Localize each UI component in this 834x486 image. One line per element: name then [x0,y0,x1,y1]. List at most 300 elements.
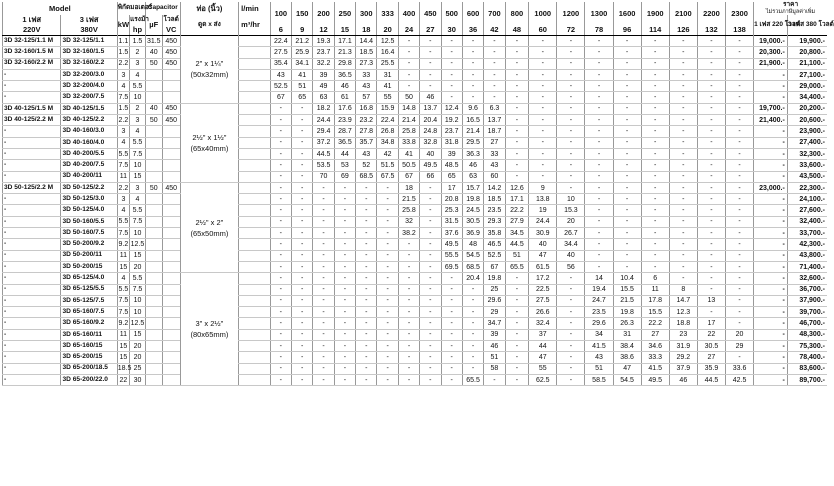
head-value: - [669,261,697,272]
kw-cell: 22 [117,374,129,385]
vc-cell [162,137,180,148]
table-row [3,160,828,171]
head-value: 16.5 [462,115,483,126]
head-value: - [334,363,355,374]
table-row [3,137,828,148]
model-3phase: 3D 65-125/4.0 [61,273,117,284]
head-value: - [669,126,697,137]
head-value: - [398,363,419,374]
head-value: - [557,352,585,363]
head-value: 41.5 [585,341,613,352]
head-value: - [641,58,669,69]
head-value: 67.5 [377,171,398,182]
head-value: 67 [270,92,291,103]
head-value: - [356,284,377,295]
flow-m3hr-header: 60 [529,25,557,36]
head-value: - [462,81,483,92]
price-1phase: - [754,284,788,295]
head-value: - [613,239,641,250]
head-value: 44.5 [313,148,334,159]
head-value: 41 [398,148,419,159]
head-value: - [585,160,613,171]
head-value: 15.9 [377,103,398,114]
table-row [3,307,828,318]
head-value: - [420,81,441,92]
head-value: - [270,363,291,374]
head-value: - [725,148,753,159]
head-value: - [585,228,613,239]
price-3phase: 32,400.- [787,216,827,227]
head-value: - [270,329,291,340]
head-value: - [505,160,529,171]
head-value: 24.7 [585,295,613,306]
head-value: 23.2 [356,115,377,126]
head-value: - [529,103,557,114]
head-value: 41.5 [641,363,669,374]
model-3phase: 3D 32-160/2.2 [61,58,117,69]
head-value: - [377,228,398,239]
head-value: - [377,352,398,363]
head-value: - [398,318,419,329]
head-value: 21.4 [462,126,483,137]
head-value: - [669,273,697,284]
price-3phase: 48,300.- [787,329,827,340]
head-value: - [270,205,291,216]
head-value: - [725,171,753,182]
head-value: - [313,341,334,352]
pipe-size-cell [180,36,238,104]
head-value: - [725,47,753,58]
hp-cell: 15 [130,329,146,340]
head-value: - [557,307,585,318]
model-1phase: 3D 32-160/1.5 M [3,47,61,58]
head-value: 51 [484,352,505,363]
table-row [3,295,828,306]
spacer-cell [239,261,270,272]
model-1phase: - [3,295,61,306]
head-value: - [420,205,441,216]
head-value: 35.9 [697,363,725,374]
head-value: - [641,47,669,58]
model-1phase: - [3,160,61,171]
head-value: 51 [585,363,613,374]
head-value: - [356,295,377,306]
flow-lmin-header: 400 [398,2,419,25]
head-value: 67 [398,171,419,182]
head-value: 43 [356,81,377,92]
head-value: 21.4 [398,115,419,126]
uf-cell [145,374,162,385]
head-value: - [557,58,585,69]
flow-m3hr-header: 42 [484,25,505,36]
head-value: 39 [313,69,334,80]
head-value: 29.4 [313,126,334,137]
spec-body [3,36,828,386]
head-value: - [529,47,557,58]
price-3phase: 89,700.- [787,374,827,385]
head-value: 19.8 [484,273,505,284]
hp-cell: 3 [130,115,146,126]
head-value: - [505,341,529,352]
head-value: 54.5 [613,374,641,385]
head-value: - [725,160,753,171]
model-1phase: 3D 50-125/2.2 M [3,182,61,193]
uf-cell [145,284,162,295]
head-value: - [313,307,334,318]
head-value: 23.5 [484,205,505,216]
head-value: - [313,216,334,227]
head-value: - [697,171,725,182]
head-value: - [313,261,334,272]
price-1phase: - [754,363,788,374]
head-value: - [557,341,585,352]
table-row [3,115,828,126]
vc-cell: 450 [162,36,180,47]
head-value: 34.5 [505,228,529,239]
head-value: - [725,228,753,239]
head-value: - [334,307,355,318]
flow-lmin-header: 2100 [669,2,697,25]
head-value: - [441,363,462,374]
flow-lmin-header: 2300 [725,2,753,25]
price-1phase: - [754,307,788,318]
head-value: - [613,47,641,58]
head-value: 9.6 [462,103,483,114]
price-1phase: - [754,261,788,272]
head-value: 32.2 [313,58,334,69]
kw-cell: 5.5 [117,284,129,295]
flow-lmin-header: 1600 [613,2,641,25]
kw-cell: 4 [117,137,129,148]
head-value: - [613,103,641,114]
head-value: - [292,295,313,306]
model-3phase: 3D 50-200/15 [61,261,117,272]
head-value: - [669,239,697,250]
head-value: 32 [398,216,419,227]
flow-m3hr-header: 36 [462,25,483,36]
head-value: - [462,295,483,306]
uf-cell [145,307,162,318]
head-value: - [420,182,441,193]
head-value: - [585,103,613,114]
spacer-cell [239,47,270,58]
head-value: 14.8 [398,103,419,114]
head-value: - [505,363,529,374]
head-value: 65 [441,171,462,182]
head-value: - [557,295,585,306]
price-1phase: - [754,205,788,216]
head-value: - [377,205,398,216]
head-value: 25.5 [377,58,398,69]
vc-cell [162,261,180,272]
head-value: 18.7 [484,126,505,137]
head-value: - [585,81,613,92]
table-row [3,69,828,80]
spacer-cell [239,239,270,250]
uf-cell [145,171,162,182]
head-value: - [420,318,441,329]
spacer-cell [239,182,270,193]
head-value: - [613,261,641,272]
head-value: 34.1 [292,58,313,69]
price-3phase: 32,300.- [787,148,827,159]
head-value: - [505,273,529,284]
head-value: - [356,216,377,227]
vc-cell [162,329,180,340]
head-value: - [356,228,377,239]
head-value: - [292,205,313,216]
kw-cell: 18.5 [117,363,129,374]
head-value: 55 [529,363,557,374]
head-value: - [334,295,355,306]
head-value: - [505,81,529,92]
price-1phase: 20,300.- [754,47,788,58]
head-value: - [334,228,355,239]
model-3phase: 3D 65-200/18.5 [61,363,117,374]
head-value: 65.5 [462,374,483,385]
spacer-cell [239,329,270,340]
vc-cell [162,216,180,227]
model-3phase: 3D 65-125/7.5 [61,295,117,306]
head-value: 17.1 [334,36,355,47]
head-value: - [398,250,419,261]
head-value: - [420,36,441,47]
head-value: 68.5 [462,261,483,272]
model-3phase: 3D 32-200/4.0 [61,81,117,92]
head-value: 39 [441,148,462,159]
price-1phase: 21,900.- [754,58,788,69]
spacer-cell [239,205,270,216]
price-3phase: 78,400.- [787,352,827,363]
head-value: - [585,58,613,69]
hp-cell: 10 [130,295,146,306]
head-value: - [697,273,725,284]
price-1phase: - [754,341,788,352]
head-value: 58 [484,363,505,374]
head-value: - [505,284,529,295]
head-value: - [585,69,613,80]
vc-cell [162,307,180,318]
head-value: 50 [398,92,419,103]
head-value: 68.5 [356,171,377,182]
head-value: - [420,228,441,239]
table-row [3,205,828,216]
head-value: 21.5 [613,295,641,306]
head-value: 32.4 [529,318,557,329]
head-value: 35.8 [484,228,505,239]
head-value: - [641,148,669,159]
vc-cell [162,239,180,250]
price-1phase: - [754,295,788,306]
head-value: - [505,171,529,182]
vc-cell [162,126,180,137]
head-value: 23.7 [441,126,462,137]
head-value: - [669,92,697,103]
head-value: - [313,228,334,239]
spacer-cell [239,103,270,114]
model-3phase: 3D 40-200/11 [61,171,117,182]
head-value: - [292,307,313,318]
head-value: - [669,36,697,47]
model-3phase: 3D 50-125/4.0 [61,205,117,216]
head-value: - [641,69,669,80]
head-value: - [613,228,641,239]
head-value: - [697,182,725,193]
model-3phase: 3D 65-200/15 [61,352,117,363]
head-value: 55 [377,92,398,103]
head-value: 20 [557,216,585,227]
head-value: - [334,216,355,227]
hp-cell: 4 [130,69,146,80]
head-value: 44.5 [697,374,725,385]
table-row [3,148,828,159]
head-value: 24.4 [529,216,557,227]
pipe-size-text: (50x32mm) [190,70,229,80]
price-3phase: 27,400.- [787,137,827,148]
head-value: 46 [420,92,441,103]
head-value: - [669,69,697,80]
head-value: - [398,47,419,58]
head-value: 37.6 [441,228,462,239]
head-value: - [462,341,483,352]
three-phase-volt: 380V [61,25,117,36]
head-value: - [585,47,613,58]
flow-m3hr-header: 12 [313,25,334,36]
head-value: - [292,239,313,250]
head-value: 15.5 [613,284,641,295]
head-value: - [356,318,377,329]
head-value: - [420,216,441,227]
model-3phase: 3D 40-125/1.5 [61,103,117,114]
head-value: 16.4 [377,47,398,58]
head-value: 31 [613,329,641,340]
kw-cell: 4 [117,81,129,92]
table-row [3,318,828,329]
table-row [3,341,828,352]
head-value: 29.5 [462,137,483,148]
head-value: 69.5 [441,261,462,272]
head-value: - [557,160,585,171]
head-value: - [292,363,313,374]
price-1phase: - [754,126,788,137]
head-value: - [697,250,725,261]
head-value: - [292,261,313,272]
table-row [3,239,828,250]
spacer-cell [239,216,270,227]
flow-lmin-header: 1000 [529,2,557,25]
uf-cell [145,273,162,284]
hp-cell: 12.5 [130,318,146,329]
kw-cell: 2.2 [117,58,129,69]
vc-cell: 450 [162,103,180,114]
spacer-cell [239,137,270,148]
uf-cell [145,92,162,103]
head-value: 19.8 [613,307,641,318]
model-1phase: - [3,341,61,352]
price-3phase: 43,500.- [787,171,827,182]
uf-cell [145,81,162,92]
hp-cell: 25 [130,363,146,374]
flow-m3hr-header: 138 [725,25,753,36]
head-value: 53 [334,160,355,171]
head-value: - [697,307,725,318]
kw-cell: 7.5 [117,228,129,239]
head-value: 29.6 [585,318,613,329]
head-value: - [441,307,462,318]
head-value: - [529,69,557,80]
head-value: - [613,160,641,171]
head-value: - [441,36,462,47]
head-value: 43 [585,352,613,363]
head-value: - [725,216,753,227]
head-value: - [292,284,313,295]
model-header: Model [3,2,118,15]
spacer-cell [239,92,270,103]
price-3phase: 46,700.- [787,318,827,329]
head-value: 19.2 [441,115,462,126]
head-value: - [641,194,669,205]
head-value: - [697,81,725,92]
head-value: - [441,352,462,363]
head-value: - [270,103,291,114]
head-value: - [398,69,419,80]
head-value: - [529,137,557,148]
head-value: 50.5 [398,160,419,171]
head-value: - [585,216,613,227]
vc-cell [162,374,180,385]
head-value: - [697,216,725,227]
head-value: 39 [484,329,505,340]
head-value: - [377,374,398,385]
head-value: - [697,228,725,239]
uf-cell [145,329,162,340]
flow-m3hr-header: 27 [420,25,441,36]
head-value: - [641,228,669,239]
single-phase-header: 1 เฟส [3,15,61,25]
head-value: 37.2 [313,137,334,148]
head-value: - [585,115,613,126]
price-3phase: 21,100.- [787,58,827,69]
table-row [3,194,828,205]
head-value: 33 [356,69,377,80]
flow-lmin-header: 2200 [697,2,725,25]
hp-cell: 5.5 [130,81,146,92]
spacer-cell [239,148,270,159]
head-value: 23 [669,329,697,340]
head-value: - [669,103,697,114]
table-row [3,284,828,295]
price-1phase: - [754,239,788,250]
head-value: - [725,239,753,250]
model-1phase: - [3,284,61,295]
head-value: 22 [697,329,725,340]
price-3phase: 22,300.- [787,182,827,193]
head-value: 37.9 [669,363,697,374]
head-value: 38.6 [613,352,641,363]
head-value: 49.5 [641,374,669,385]
head-value: - [377,194,398,205]
kw-cell: 9.2 [117,239,129,250]
uf-cell: 50 [145,58,162,69]
model-3phase: 3D 32-200/3.0 [61,69,117,80]
head-value: - [505,352,529,363]
hp-cell: 3 [130,182,146,193]
head-value: - [613,69,641,80]
head-value: - [697,205,725,216]
head-value: - [613,137,641,148]
head-value: 17 [697,318,725,329]
price-1phase: - [754,92,788,103]
